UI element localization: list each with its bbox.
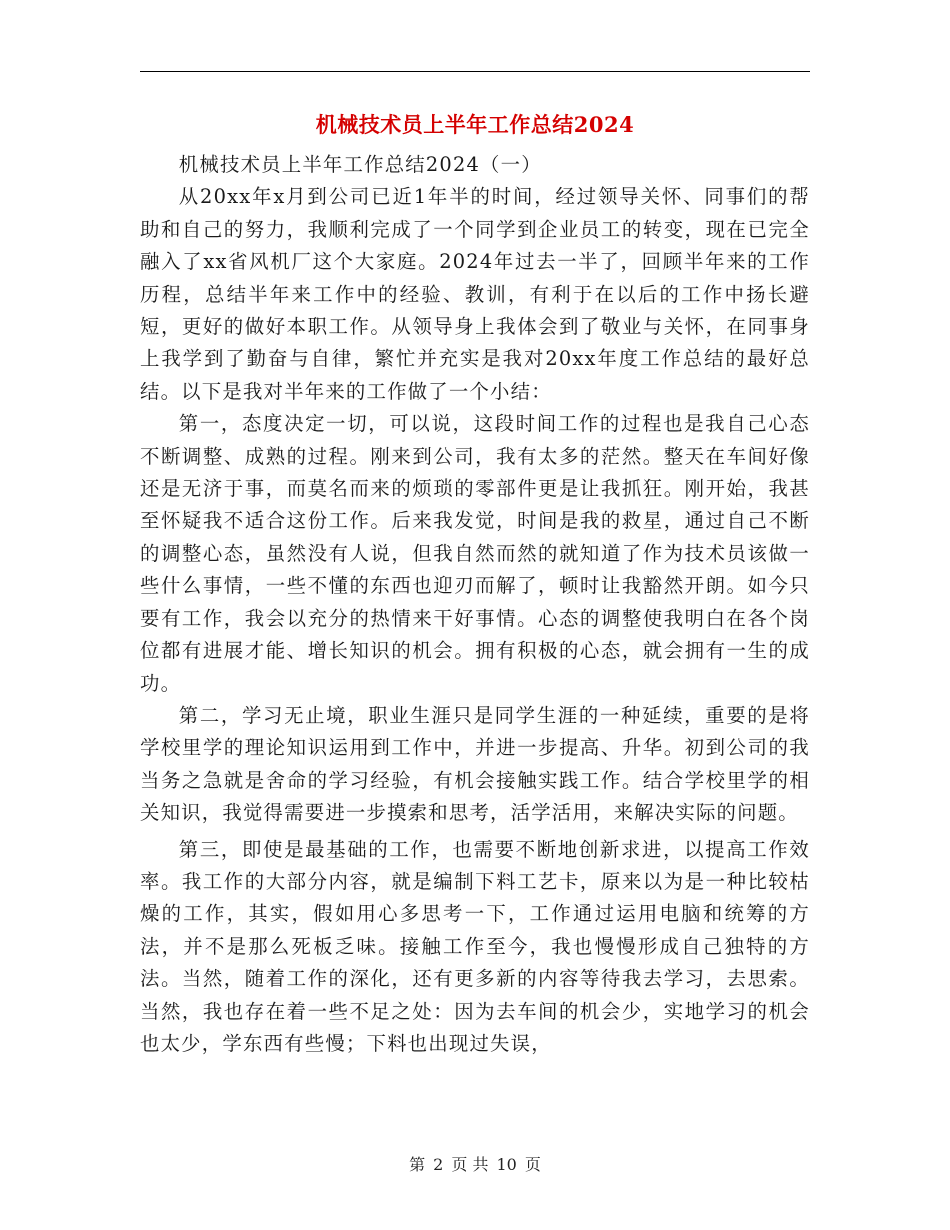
paragraph-third-point: 第三，即使是最基础的工作，也需要不断地创新求进，以提高工作效率。我工作的大部分内容，就是编制下料工艺卡，原来以为是一种比较枯燥的工作，其实，假如用心多思考一下，工作通过运用电脑和统筹的方法，并不是那么死板乏味。接触工作至今，我也慢慢形成自己独特的方法。当然，随着工作的深化，还有更多新的内容等待我去学习，去思索。 当然，我也存在着一些不足之处：因为去车间的机会少，实地学习的机会也太少，学东西有些慢；下料也出现过失误， xyxy=(140,837,810,1055)
page-label-mid: 页 共 xyxy=(451,1155,489,1174)
page-label-suffix: 页 xyxy=(524,1155,541,1174)
page-footer xyxy=(0,1154,950,1176)
page-number: 2 xyxy=(433,1155,444,1174)
document-title: 机械技术员上半年工作总结2024 xyxy=(315,112,635,137)
document-body xyxy=(140,149,810,1060)
paragraph-first-point: 第一，态度决定一切，可以说，这段时间工作的过程也是我自己心态不断调整、成熟的过程。刚来到公司，我有太多的茫然。整天在车间好像还是无济于事，而莫名而来的烦琐的零部件更是让我抓狂。刚开始，我甚至怀疑我不适合这份工作。后来我发觉，时间是我的救星，通过自己不断的调整心态，虽然没有人说，但我自然而然的就知道了作为技术员该做一些什么事情，一些不懂的东西也迎刃而解了，顿时让我豁然开朗。如今只要有工作，我会以充分的热情来干好事情。心态的调整使我明白在各个岗位都有进展才能、增长知识的机会。拥有积极的心态，就会拥有一生的成功。 xyxy=(140,412,810,695)
paragraph-second-point: 第二，学习无止境，职业生涯只是同学生涯的一种延续，重要的是将学校里学的理论知识运用到工作中，并进一步提高、升华。初到公司的我当务之急就是舍命的学习经验，有机会接触实践工作。结合学校里学的相关知识，我觉得需要进一步摸索和思考，活学活用，来解决实际的问题。 xyxy=(140,703,810,825)
document-subtitle: 机械技术员上半年工作总结2024（一） xyxy=(178,153,542,176)
total-pages: 10 xyxy=(496,1155,517,1174)
paragraph-intro: 从20xx年x月到公司已近1年半的时间，经过领导关怀、同事们的帮助和自己的努力，我顺利完成了一个同学到企业员工的转变，现在已完全融入了xx省风机厂这个大家庭。2024年过去一半了，回顾半年来的工作历程，总结半年来工作中的经验、教训，有利于在以后的工作中扬长避短，更好的做好本职工作。从领导身上我体会到了敬业与关怀，在同事身上我学到了勤奋与自律，繁忙并充实是我对20xx年度工作总结的最好总结。以下是我对半年来的工作做了一个小结： xyxy=(140,185,810,403)
header-rule xyxy=(140,71,810,72)
page-label-prefix: 第 xyxy=(409,1155,426,1174)
